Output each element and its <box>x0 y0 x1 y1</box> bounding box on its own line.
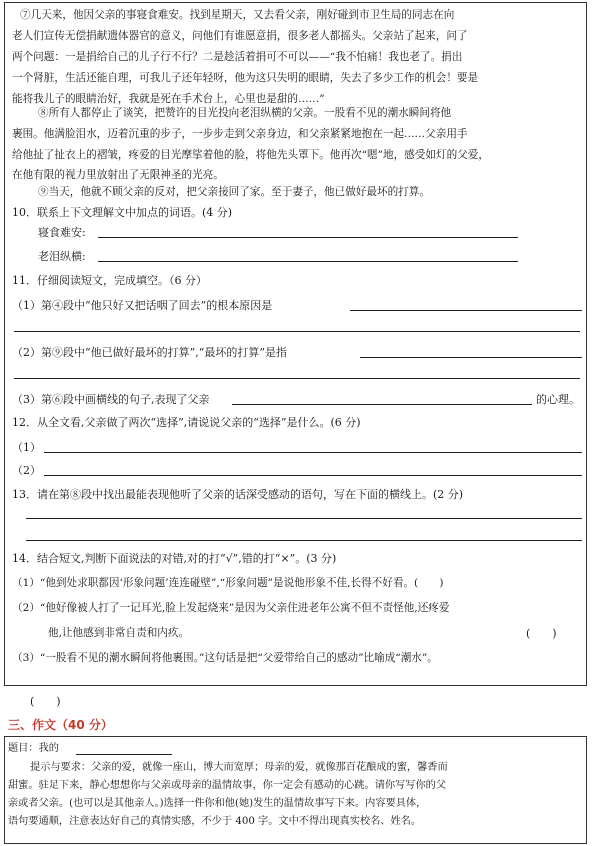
q13-answer-line-1[interactable] <box>26 518 582 519</box>
q10-term-1: 寝食难安: <box>38 226 86 239</box>
q14-statement-2: （2）“他好像被人打了一记耳光,脸上发起烧来”是因为父亲住进老年公寓不但不责怪他,还疼爱 <box>12 602 450 614</box>
q12-2-answer-line[interactable] <box>44 475 582 476</box>
q14-statement-3: （3）“一股看不见的潮水瞬间将他裹围。”这句话是把“父爱带给自己的感动”比喻成“潮水”。 <box>12 652 438 664</box>
passage-p8-line-2: 裹围。他满脸泪水，迈着沉重的步子，一步步走到父亲身边，和父亲紧紧地抱在一起……父亲用手 <box>12 128 468 140</box>
composition-prompt-line-1: 提示与要求：父亲的爱，就像一座山，博大而宽厚；母亲的爱，就像那百花酿成的蜜，馨香而 <box>30 762 448 773</box>
passage-p7-line-4: 一个肾脏，生活还能自理，可我儿子还年轻呀，他为这只失明的眼睛，失去了多少工作的机会！要是 <box>12 72 479 84</box>
passage-p7-line-1: ⑦几天来，他因父亲的事寝食难安。找到星期天，又去看父亲，刚好碰到市卫生局的同志在向 <box>20 9 455 21</box>
question-14: 14．结合短文,判断下面说法的对错,对的打“√”,错的打“×”。(3 分) <box>12 552 337 565</box>
passage-p9: ⑨当天，他就不顾父亲的反对，把父亲接回了家。至于妻子，他已做好最坏的打算。 <box>38 186 430 198</box>
q11-2-answer-line-b[interactable] <box>14 378 580 379</box>
question-11: 11．仔细阅读短文，完成填空。（6 分） <box>12 274 207 287</box>
q14-3-answer-paren[interactable]: ( ) <box>30 695 61 708</box>
question-10: 10．联系上下文理解文中加点的词语。(4 分) <box>12 206 233 219</box>
composition-prompt-line-2: 甜蜜。驻足下来，静心想想你与父亲或母亲的温情故事，你一定会有感动的心跳。请你写写你的父 <box>8 780 447 791</box>
q10-term-2: 老泪纵横: <box>38 250 86 263</box>
q14-2-answer-paren[interactable]: ( ) <box>526 627 557 640</box>
passage-p7-line-5: 能将我儿子的眼睛治好，我就是死在手术台上，心里也是甜的……” <box>12 93 325 105</box>
composition-prompt-line-4: 语句要通顺，注意表达好自己的真情实感，不少于 400 字。文中不得出现真实校名、姓名。 <box>8 816 422 827</box>
question-12: 12．从全文看,父亲做了两次“选择”,请说说父亲的“选择”是什么。(6 分) <box>12 416 361 429</box>
q13-answer-line-2[interactable] <box>26 540 582 541</box>
q14-statement-1: （1）“他到处求职都因‘形象问题’连连碰壁”,“形象问题”是说他形象不佳,长得不好看。( ) <box>12 577 444 589</box>
q12-item-2: （2） <box>12 464 41 477</box>
composition-prompt-line-3: 亲或者父亲。(也可以是其他亲人。)选择一件你和他(她)发生的温情故事写下来。内容要具体， <box>8 798 427 809</box>
composition-topic-blank[interactable] <box>76 754 172 755</box>
q10-answer-line-2[interactable] <box>98 261 518 262</box>
passage-p7-line-2: 老人们宣传无偿捐献遗体器官的意义，问他们有谁愿意捐，很多老人都摇头。父亲站了起来，问了 <box>12 30 468 42</box>
q11-2-answer-line-a[interactable] <box>360 357 582 358</box>
passage-p8-line-1: ⑧所有人都停止了谈笑，把赞许的目光投向老泪纵横的父亲。一股看不见的潮水瞬间将他 <box>38 107 452 119</box>
q11-1-answer-line-a[interactable] <box>350 310 582 311</box>
passage-p8-line-4: 在他有限的视力里放射出了无限神圣的光亮。 <box>12 169 224 181</box>
q11-part-1: （1）第④段中“他只好又把话咽了回去”的根本原因是 <box>12 299 273 312</box>
q12-1-answer-line[interactable] <box>44 452 582 453</box>
q11-part-2: （2）第⑨段中“他已做好最坏的打算”,“最坏的打算”是指 <box>12 346 287 359</box>
q14-statement-2-cont: 他,让他感到非常自责和内疚。 <box>48 627 190 639</box>
q12-item-1: （1） <box>12 441 41 454</box>
question-13: 13．请在第⑧段中找出最能表现他听了父亲的话深受感动的语句，写在下面的横线上。(2 分) <box>12 488 464 501</box>
passage-p8-line-3: 给他扯了扯衣上的褶皱，疼爱的目光摩挲着他的脸，将他先头罩下。他再次“嗯”地，感受如灯的父爱， <box>12 149 489 161</box>
composition-topic-label: 题目：我的 <box>8 743 59 754</box>
q11-3-answer-line[interactable] <box>232 404 532 405</box>
passage-p7-line-3: 两个问题：一是捐给自己的儿子行不行？二是趁活着捐可不可以——“我不怕痛！我也老了。捐出 <box>12 51 463 63</box>
q11-1-answer-line-b[interactable] <box>14 331 580 332</box>
q11-part-3: （3）第⑥段中画横线的句子,表现了父亲 <box>12 393 210 406</box>
q11-part-3-suffix: 的心理。 <box>536 393 580 406</box>
q10-answer-line-1[interactable] <box>98 237 518 238</box>
section-title-composition: 三、作文（40 分） <box>8 718 113 732</box>
